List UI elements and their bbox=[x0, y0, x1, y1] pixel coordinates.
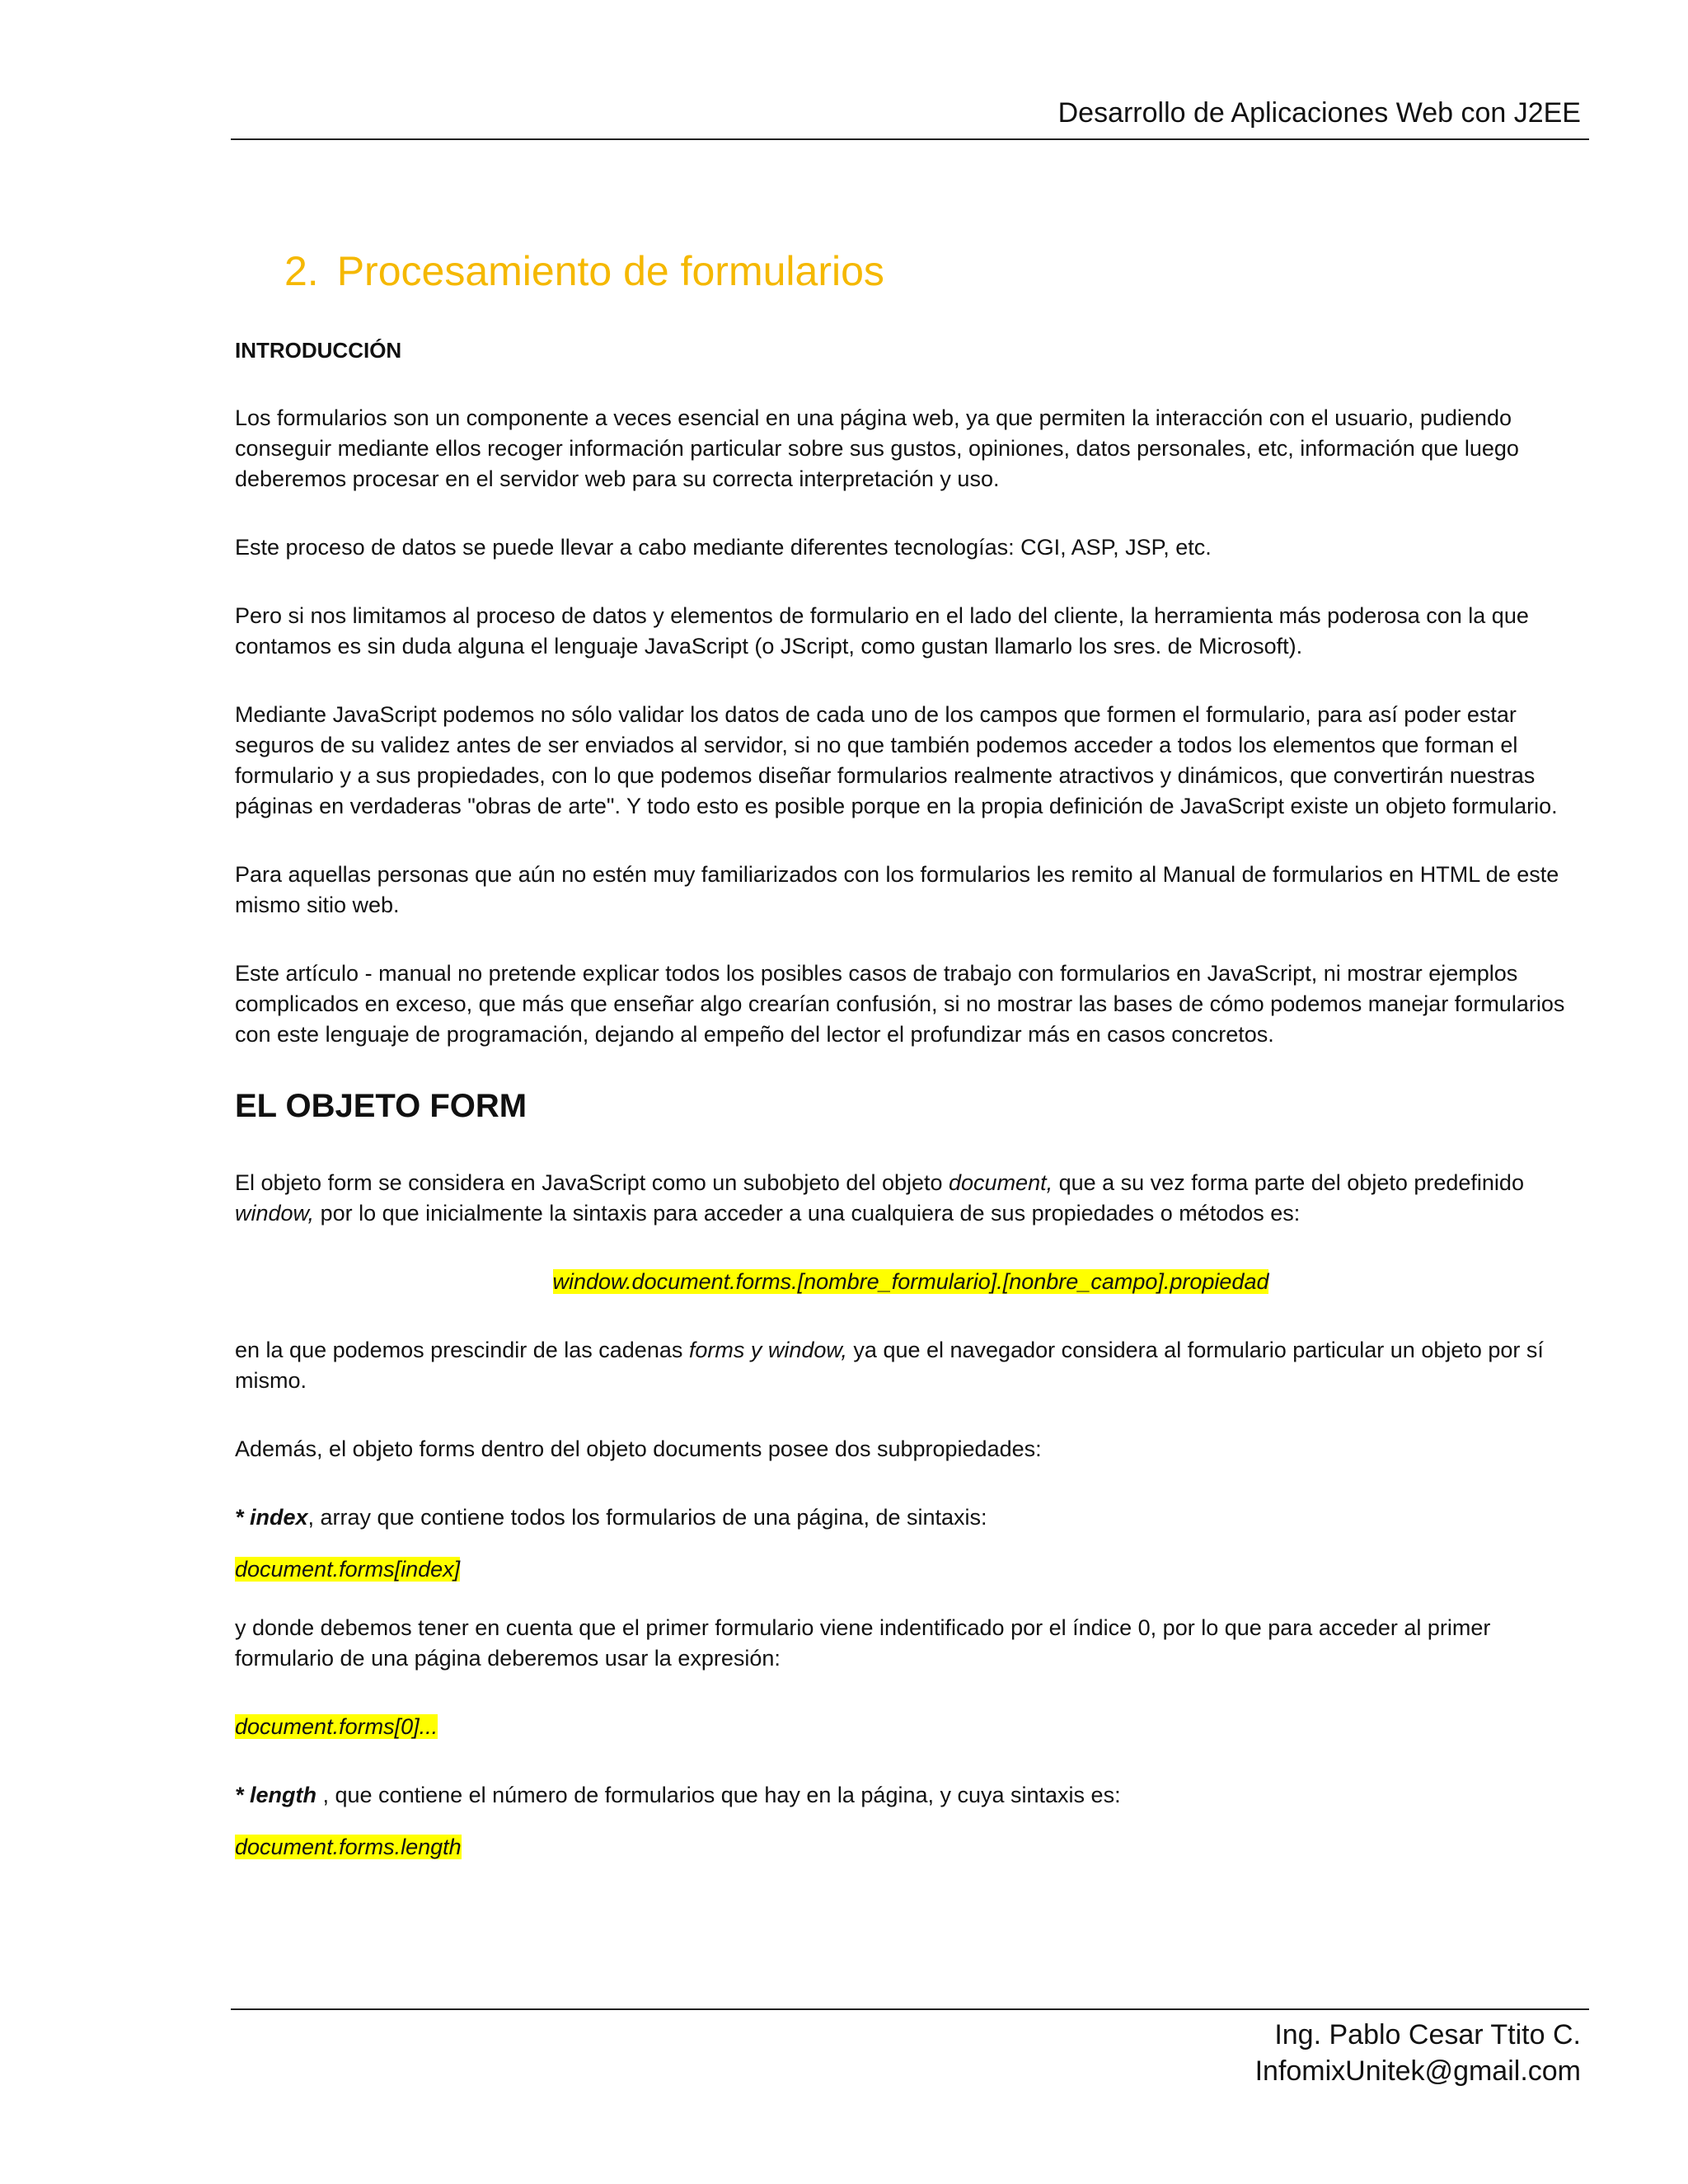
section-title-text: Procesamiento de formularios bbox=[336, 248, 884, 294]
index-description bbox=[235, 1502, 1587, 1533]
intro-paragraph-4: Mediante JavaScript podemos no sólo validar los datos de cada uno de los campos que formen el formulario, para así poder estar seguros de su validez antes de ser enviados al servidor, si no que también podemos acceder a todos los elementos que forman el formulario y a sus propiedades, con lo que podemos diseñar formularios realmente atractivos y dinámicos, que convertirán nuestras páginas en verdaderas "obras de arte". Y todo esto es posible porque en la propia definición de JavaScript existe un objeto formulario. bbox=[235, 702, 1558, 818]
forms0-code: document.forms[0]... bbox=[235, 1714, 438, 1739]
emphasis-document: document, bbox=[949, 1170, 1053, 1195]
index-code-line bbox=[235, 1554, 1587, 1585]
section-number: 2. bbox=[284, 248, 319, 294]
intro-paragraph-5: Para aquellas personas que aún no estén muy familiarizados con los formularios les remito al Manual de formularios en HTML de este mismo sitio web. bbox=[235, 862, 1559, 917]
length-label: * length bbox=[235, 1783, 316, 1807]
form-object-paragraph-4: y donde debemos tener en cuenta que el primer formulario viene indentificado por el índice 0, por lo que para acceder al primer formulario de una página deberemos usar la expresión: bbox=[235, 1615, 1491, 1671]
intro-heading: INTRODUCCIÓN bbox=[235, 338, 402, 363]
form-object-paragraph-3: Además, el objeto forms dentro del objeto documents posee dos subpropiedades: bbox=[235, 1436, 1042, 1461]
intro-paragraph-3: Pero si nos limitamos al proceso de datos y elementos de formulario en el lado del cliente, la herramienta más poderosa con la que contamos es sin duda alguna el lenguaje JavaScript (o JScript, como gustan llamarlo los sres. de Microsoft). bbox=[235, 603, 1529, 658]
text-run: en la que podemos prescindir de las cadenas bbox=[235, 1338, 689, 1362]
footer-email: InfomixUnitek@gmail.com bbox=[1254, 2055, 1581, 2087]
text-run: , array que contiene todos los formularios de una página, de sintaxis: bbox=[307, 1505, 987, 1530]
page-footer bbox=[231, 2008, 1589, 2087]
form-object-paragraph-1 bbox=[235, 1168, 1587, 1229]
emphasis-forms-window: forms y window, bbox=[688, 1338, 847, 1362]
index-code: document.forms[index] bbox=[235, 1557, 461, 1582]
form-object-heading: EL OBJETO FORM bbox=[235, 1088, 528, 1124]
index-label: * index bbox=[235, 1505, 308, 1530]
emphasis-window: window, bbox=[235, 1201, 315, 1226]
text-run: , que contiene el número de formularios que hay en la página, y cuya sintaxis es: bbox=[316, 1783, 1121, 1807]
intro-paragraph-2: Este proceso de datos se puede llevar a cabo mediante diferentes tecnologías: CGI, ASP, JSP, etc. bbox=[235, 535, 1212, 560]
intro-paragraph-1: Los formularios son un componente a veces esencial en una página web, ya que permiten la interacción con el usuario, pudiendo conseguir mediante ellos recoger información particular sobre sus gustos, opiniones, datos personales, etc, información que luego deberemos procesar en el servidor web para su correcta interpretación y uso. bbox=[235, 405, 1519, 491]
length-code: document.forms.length bbox=[235, 1835, 462, 1859]
footer-author: Ing. Pablo Cesar Ttito C. bbox=[1274, 2019, 1581, 2050]
section-title bbox=[284, 247, 1587, 295]
length-description bbox=[235, 1780, 1587, 1811]
syntax-code: window.document.forms.[nombre_formulario].[nonbre_campo].propiedad bbox=[552, 1269, 1269, 1294]
page-content bbox=[235, 247, 1587, 1891]
page-header bbox=[231, 97, 1589, 140]
length-code-line bbox=[235, 1832, 1587, 1863]
forms0-code-line bbox=[235, 1712, 1587, 1742]
text-run: que a su vez forma parte del objeto predefinido bbox=[1053, 1170, 1524, 1195]
footer-credits bbox=[1255, 2017, 1581, 2089]
text-run: ya que el navegador considera al formulario particular un objeto por sí mismo. bbox=[235, 1338, 1544, 1393]
text-run: El objeto form se considera en JavaScript como un subobjeto del objeto bbox=[235, 1170, 950, 1195]
form-object-paragraph-2 bbox=[235, 1335, 1587, 1396]
header-title: Desarrollo de Aplicaciones Web con J2EE bbox=[1057, 97, 1581, 129]
text-run: por lo que inicialmente la sintaxis para acceder a una cualquiera de sus propiedades o métodos es: bbox=[314, 1201, 1301, 1226]
syntax-line bbox=[235, 1267, 1587, 1297]
intro-paragraph-6: Este artículo - manual no pretende explicar todos los posibles casos de trabajo con formularios en JavaScript, ni mostrar ejemplos complicados en exceso, que más que enseñar algo crearían confusión, si no mostrar las bases de cómo podemos manejar formularios con este lenguaje de programación, dejando al empeño del lector el profundizar más en casos concretos. bbox=[235, 961, 1565, 1047]
